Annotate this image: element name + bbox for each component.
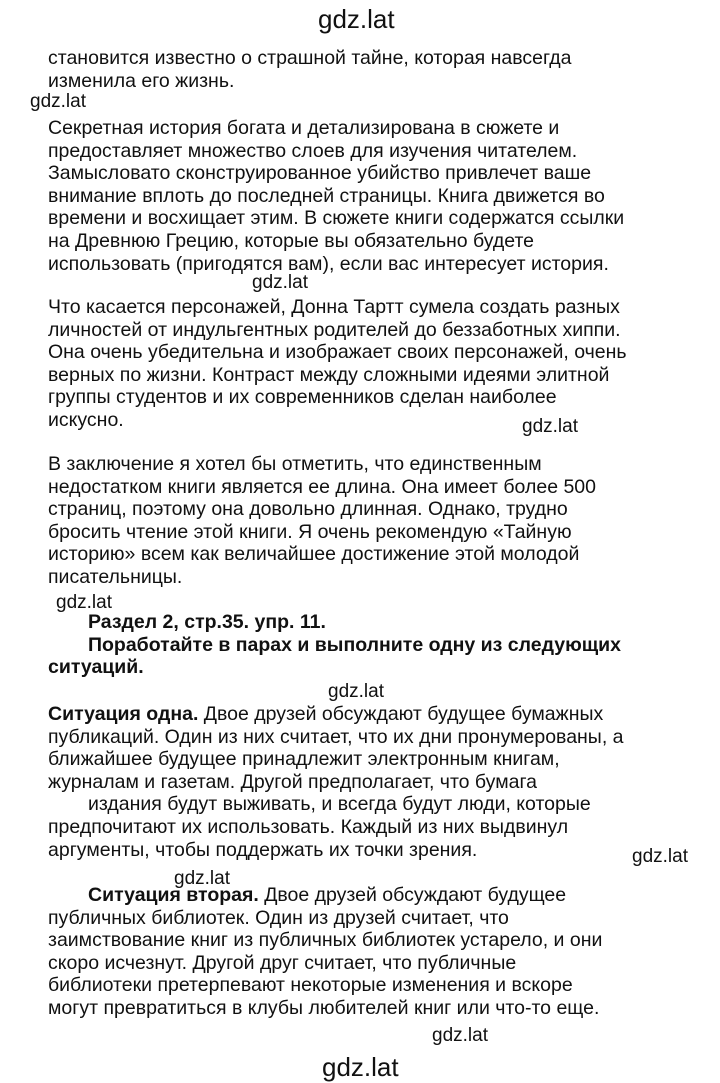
situation-label: Ситуация вторая. — [88, 884, 259, 906]
watermark: gdz.lat — [328, 681, 384, 702]
text-line: Замысловато сконструированное убийство привлечет ваше — [48, 162, 592, 185]
text-line: времени и восхищает этим. В сюжете книги содержатся ссылки — [48, 207, 625, 230]
text-line: писательницы. — [48, 565, 183, 588]
paragraph-conclusion — [48, 453, 688, 589]
watermark: gdz.lat — [522, 416, 578, 437]
watermark: gdz.lat — [30, 91, 86, 112]
text-line: бросить чтение этой книги. Я очень рекомендую «Тайную — [48, 520, 572, 543]
text-line: историю» всем как величайшее достижение этой молодой — [48, 543, 580, 566]
task-line: ситуаций. — [48, 656, 144, 679]
text-line: верных по жизни. Контраст между сложными идеями элитной — [48, 363, 610, 386]
paragraph-characters — [48, 296, 688, 432]
text-line: могут превратиться в клубы любителей книг или что-то еще. — [48, 996, 600, 1019]
situation-one — [48, 703, 688, 861]
text-line — [48, 884, 688, 907]
text-line: изменила его жизнь. — [48, 69, 235, 92]
text-line: аргументы, чтобы поддержать их точки зрения. — [48, 838, 478, 861]
text-line: использовать (пригодятся вам), если вас интересует история. — [48, 252, 609, 275]
text-line: предпочитают их использовать. Каждый из них выдвинул — [48, 815, 569, 838]
watermark: gdz.lat — [252, 272, 308, 293]
text-line: В заключение я хотел бы отметить, что единственным — [48, 453, 542, 475]
paragraph-continuation — [48, 47, 688, 92]
text-line: предоставляет множество слоев для изучения читателем. — [48, 139, 578, 162]
watermark: gdz.lat — [632, 846, 688, 867]
watermark: gdz.lat — [432, 1025, 488, 1046]
text-line: Она очень убедительна и изображает своих персонажей, очень — [48, 341, 627, 364]
paragraph-plot — [48, 117, 688, 275]
text-line: ближайшее будущее принадлежит электронным книгам, — [48, 748, 560, 771]
text-line: становится известно о страшной тайне, которая навсегда — [48, 47, 572, 69]
text-line: скоро исчезнут. Другой друг считает, что публичные — [48, 951, 517, 974]
text-line: издания будут выживать, и всегда будут люди, которые — [88, 793, 591, 816]
situation-text: Двое друзей обсуждают будущее — [258, 884, 567, 906]
text-line — [48, 703, 688, 726]
text-line: внимание вплоть до последней страницы. Книга движется во — [48, 184, 605, 207]
text-line: Секретная история богата и детализирована в сюжете и — [48, 117, 560, 139]
text-line: на Древнюю Грецию, которые вы обязательно будете — [48, 229, 534, 252]
situation-text: Двое друзей обсуждают будущее бумажных — [198, 703, 604, 725]
text-line: публикаций. Один из них считает, что их дни пронумерованы, а — [48, 725, 624, 748]
text-line: Что касается персонажей, Донна Тартт сумела создать разных — [48, 296, 620, 318]
text-line: журналам и газетам. Другой предполагает, что бумага — [48, 770, 537, 793]
text-line: группы студентов и их современников сделан наиболее — [48, 386, 557, 409]
text-line: заимствование книг из публичных библиотек устарело, и они — [48, 929, 603, 952]
watermark-top: gdz.lat — [318, 4, 395, 34]
text-line: публичных библиотек. Один из друзей считает, что — [48, 906, 509, 929]
watermark: gdz.lat — [174, 868, 230, 889]
situation-two — [48, 884, 688, 1020]
text-line: недостатком книги является ее длина. Она имеет более 500 — [48, 475, 596, 498]
section-heading-block — [48, 611, 688, 679]
watermark: gdz.lat — [56, 592, 112, 613]
text-line: страниц, поэтому она довольно длинная. Однако, трудно — [48, 498, 568, 521]
situation-label: Ситуация одна. — [48, 703, 199, 725]
text-line: библиотеки претерпевают некоторые изменения и вскоре — [48, 974, 573, 997]
task-line: Поработайте в парах и выполните одну из следующих — [88, 633, 622, 656]
section-heading: Раздел 2, стр.35. упр. 11. — [88, 611, 326, 633]
watermark-bottom: gdz.lat — [322, 1052, 399, 1082]
text-line: личностей от индульгентных родителей до беззаботных хиппи. — [48, 318, 621, 341]
text-line: искусно. — [48, 408, 124, 431]
